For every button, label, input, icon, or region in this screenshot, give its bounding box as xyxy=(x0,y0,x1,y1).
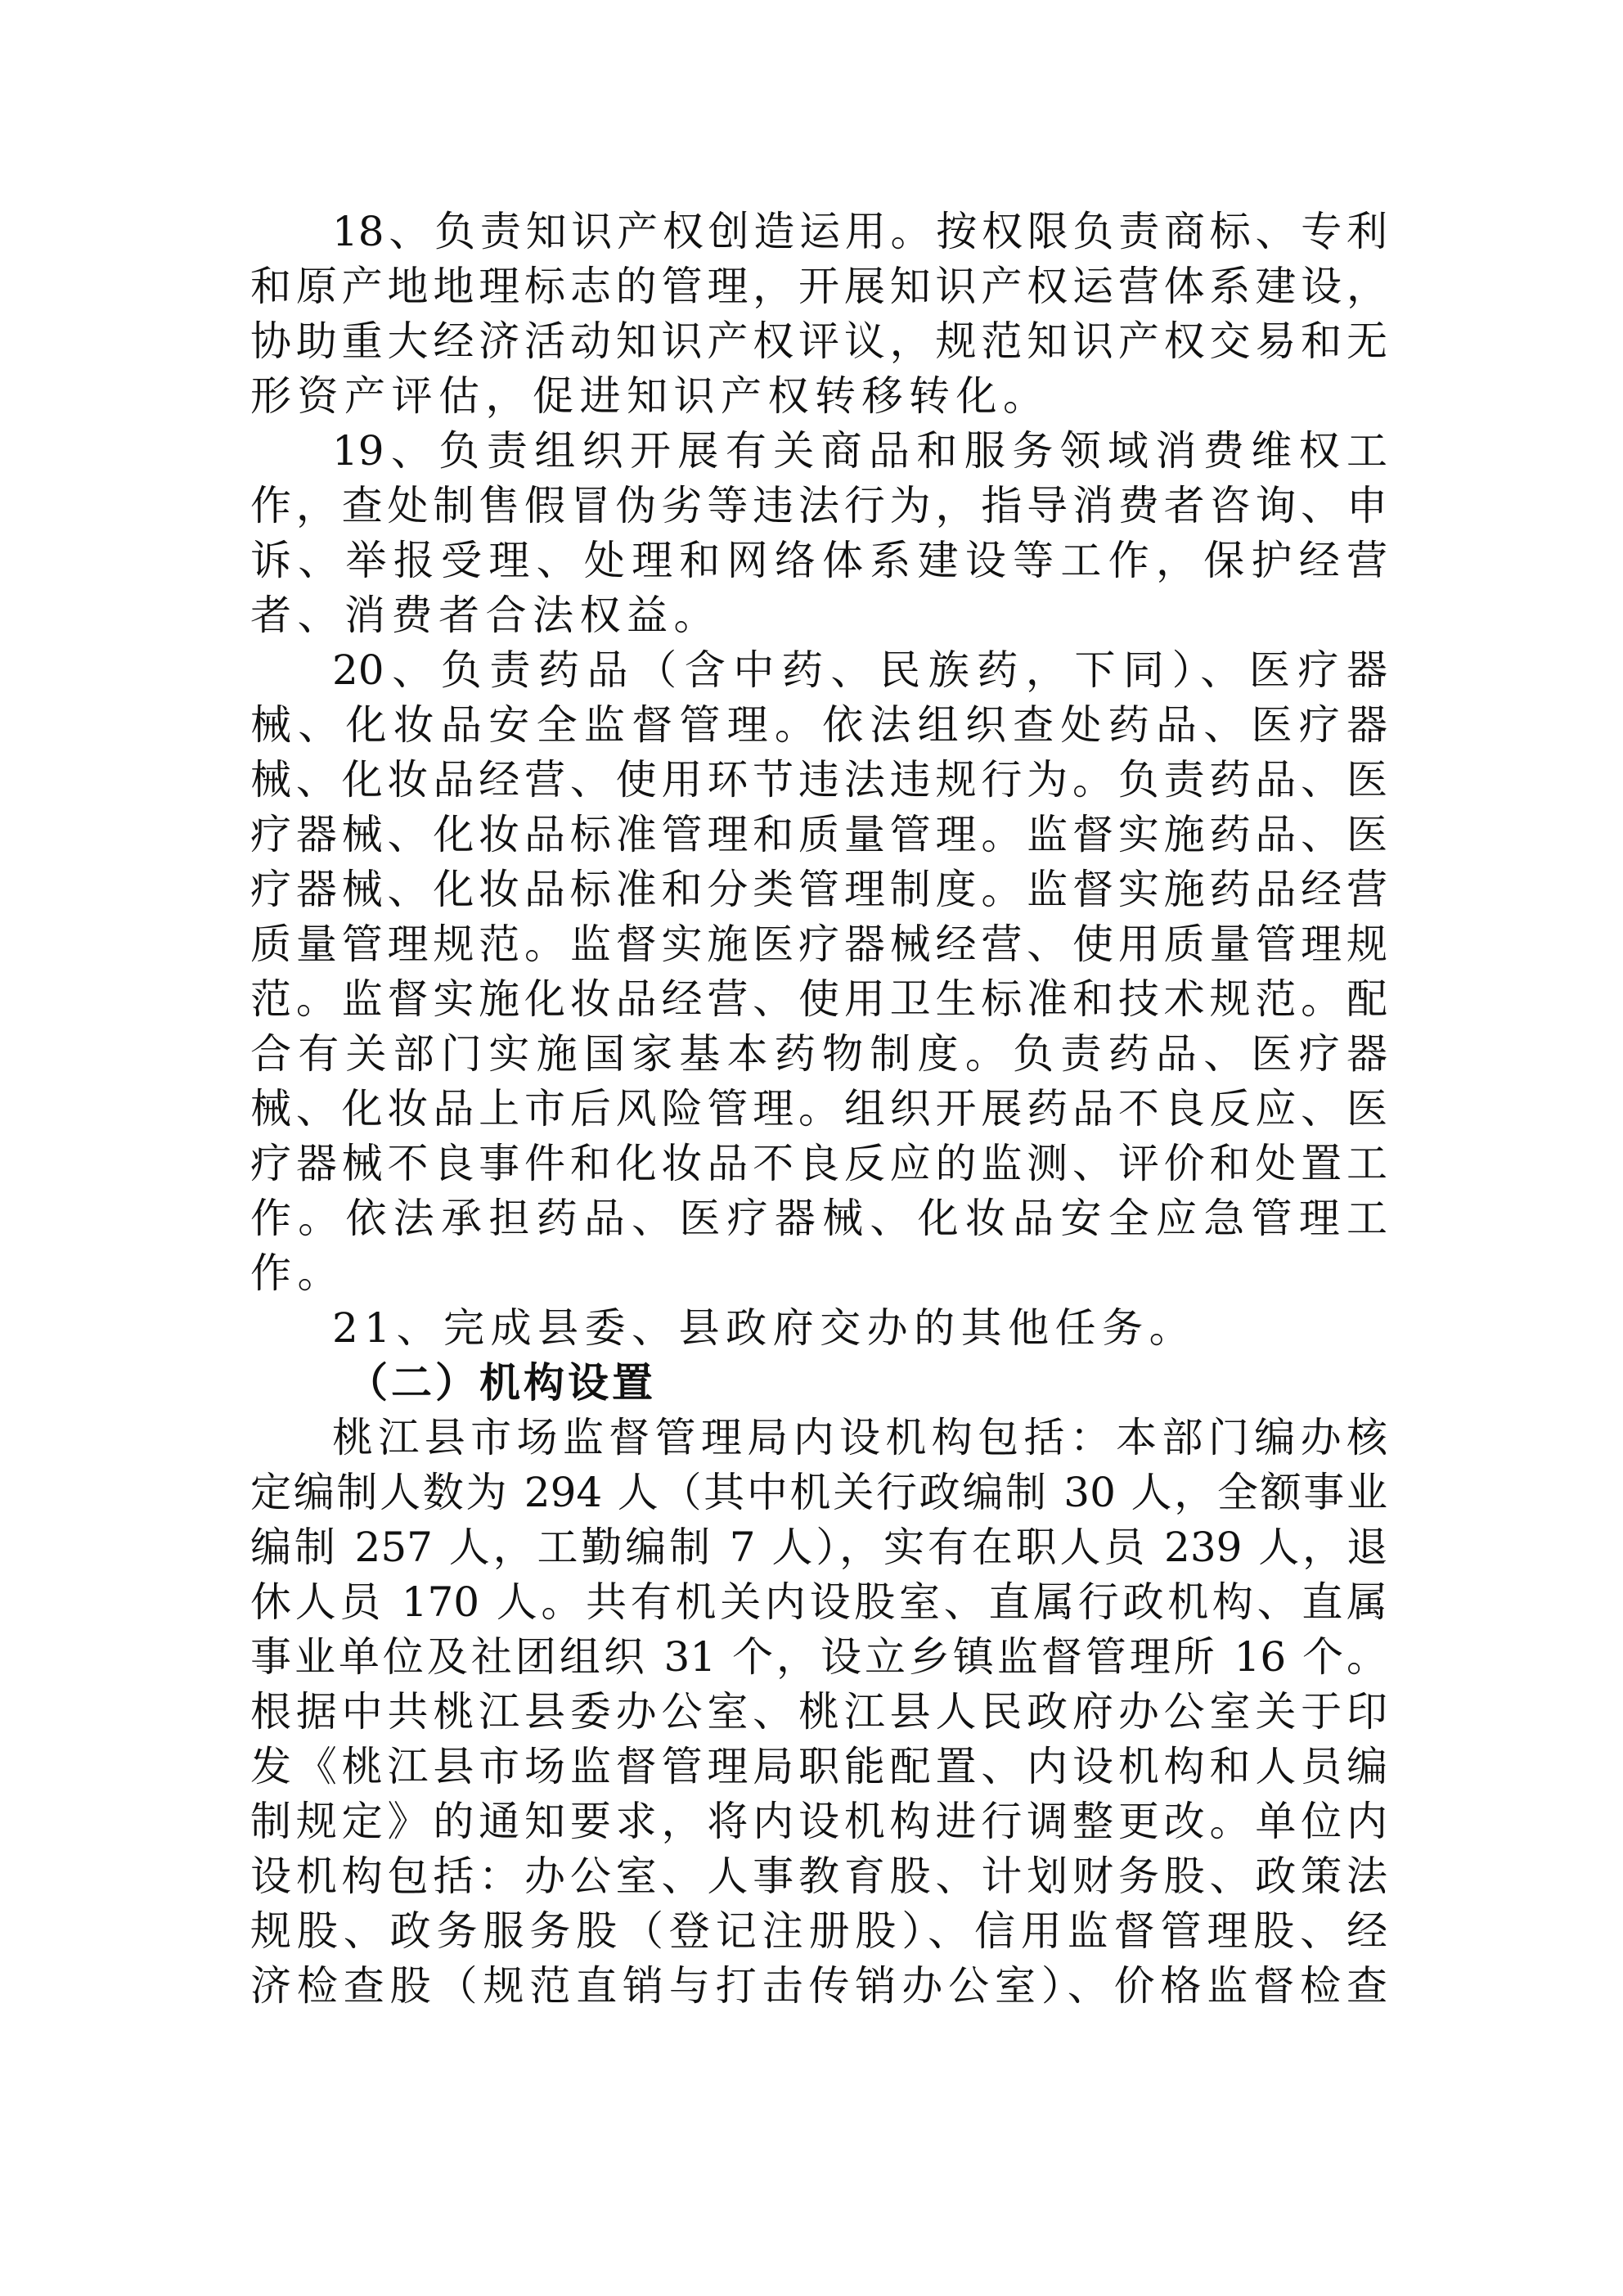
text-line: 械、化妆品安全监督管理。依法组织查处药品、医疗器 xyxy=(250,701,1387,749)
text-line: 20、负责药品（含中药、民族药，下同）、医疗器 xyxy=(332,646,1387,694)
text-line: 合有关部门实施国家基本药物制度。负责药品、医疗器 xyxy=(250,1030,1387,1078)
section-heading: （二）机构设置 xyxy=(347,1359,656,1407)
text-line: 根据中共桃江县委办公室、桃江县人民政府办公室关于印 xyxy=(250,1688,1387,1736)
paragraph-21 xyxy=(250,1301,1387,1356)
text-line: 作。 xyxy=(250,1249,344,1297)
text-line: 诉、举报受理、处理和网络体系建设等工作，保护经营 xyxy=(250,537,1387,584)
text-line: 制规定》的通知要求，将内设机构进行调整更改。单位内 xyxy=(250,1798,1387,1845)
text-line: 休人员 170 人。共有机关内设股室、直属行政机构、直属 xyxy=(250,1578,1387,1626)
text-line: 定编制人数为 294 人（其中机关行政编制 30 人，全额事业 xyxy=(250,1469,1387,1516)
text-line: 编制 257 人，工勤编制 7 人），实有在职人员 239 人，退 xyxy=(250,1524,1387,1571)
paragraph-20 xyxy=(250,643,1387,1301)
section-paragraph xyxy=(250,1411,1387,2014)
text-line: 设机构包括：办公室、人事教育股、计划财务股、政策法 xyxy=(250,1853,1387,1900)
text-line: 发《桃江县市场监督管理局职能配置、内设机构和人员编 xyxy=(250,1743,1387,1790)
text-line: 范。监督实施化妆品经营、使用卫生标准和技术规范。配 xyxy=(250,975,1387,1023)
paragraph-18 xyxy=(250,205,1387,424)
text-line: 协助重大经济活动知识产权评议，规范知识产权交易和无 xyxy=(250,317,1387,365)
paragraph-19 xyxy=(250,424,1387,643)
text-line: 作，查处制售假冒伪劣等违法行为，指导消费者咨询、申 xyxy=(250,482,1387,529)
text-line: 疗器械、化妆品标准管理和质量管理。监督实施药品、医 xyxy=(250,811,1387,858)
text-line: 者、消费者合法权益。 xyxy=(250,592,721,639)
text-line: 和原产地地理标志的管理，开展知识产权运营体系建设， xyxy=(250,263,1387,310)
text-line: 质量管理规范。监督实施医疗器械经营、使用质量管理规 xyxy=(250,921,1387,968)
text-line: 疗器械、化妆品标准和分类管理制度。监督实施药品经营 xyxy=(250,866,1387,913)
text-line: 疗器械不良事件和化妆品不良反应的监测、评价和处置工 xyxy=(250,1140,1387,1187)
text-line: 19、负责组织开展有关商品和服务领域消费维权工 xyxy=(332,427,1387,475)
text-line: 形资产评估，促进知识产权转移转化。 xyxy=(250,372,1050,420)
text-line: 规股、政务服务股（登记注册股）、信用监督管理股、经 xyxy=(250,1907,1387,1955)
text-line: 桃江县市场监督管理局内设机构包括：本部门编办核 xyxy=(332,1414,1387,1461)
text-line: 21、完成县委、县政府交办的其他任务。 xyxy=(332,1304,1197,1352)
text-line: 作。依法承担药品、医疗器械、化妆品安全应急管理工 xyxy=(250,1195,1387,1242)
document-page xyxy=(250,205,1387,2014)
text-line: 械、化妆品经营、使用环节违法违规行为。负责药品、医 xyxy=(250,756,1387,804)
text-line: 械、化妆品上市后风险管理。组织开展药品不良反应、医 xyxy=(250,1085,1387,1132)
text-line: 事业单位及社团组织 31 个，设立乡镇监督管理所 16 个。 xyxy=(250,1633,1387,1681)
text-line: 济检查股（规范直销与打击传销办公室）、价格监督检查 xyxy=(250,1962,1387,2010)
text-line: 18、负责知识产权创造运用。按权限负责商标、专利 xyxy=(332,208,1387,255)
